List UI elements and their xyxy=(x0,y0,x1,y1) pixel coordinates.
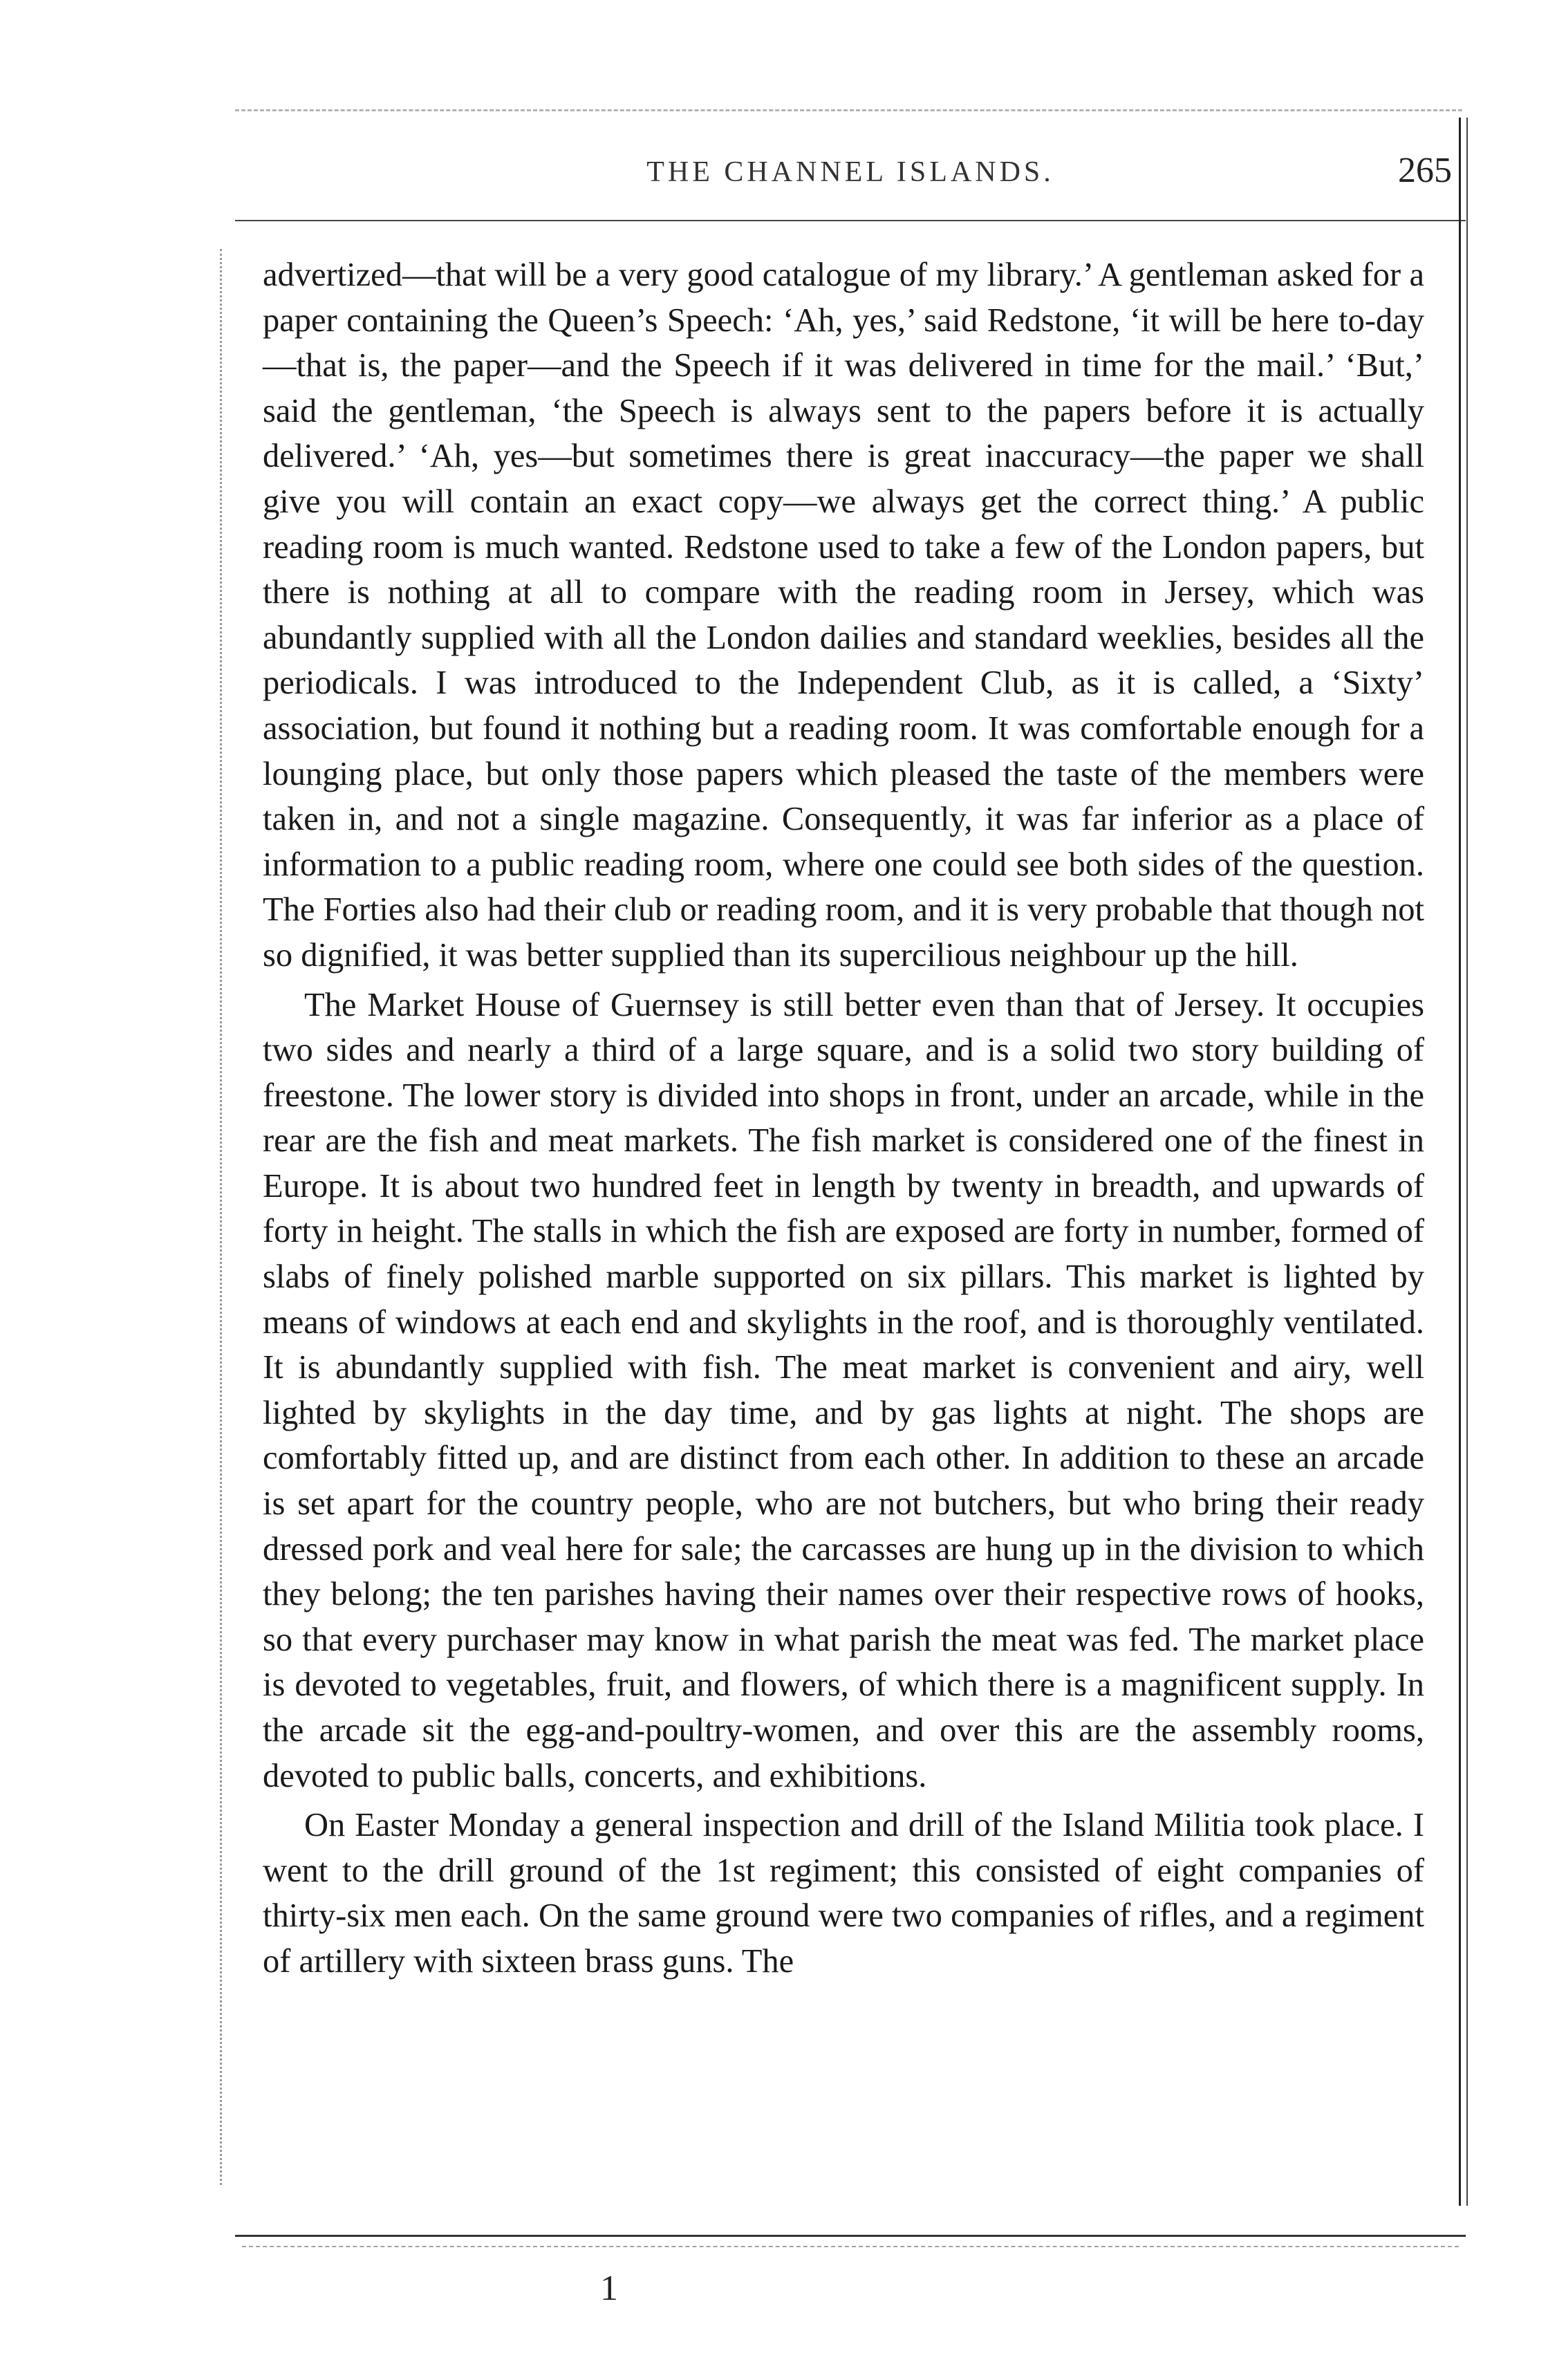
top-dashed-rule xyxy=(235,109,1462,111)
bottom-rule xyxy=(235,2235,1466,2237)
paragraph-2: The Market House of Guernsey is still better even than that of Jersey. It occupies two sides and nearly a third of a large square, and is a solid two story building of freestone. The lower story is divided into shops in front, under an arcade, while in the rear are the fish and meat markets. The fish market is considered one of the finest in Europe. It is about two hundred feet in length by twenty in breadth, and upwards of forty in height. The stalls in which the fish are exposed are forty in number, formed of slabs of finely polished marble supported on six pillars. This market is lighted by means of windows at each end and skylights in the roof, and is thoroughly ventilated. It is abundantly supplied with fish. The meat market is convenient and airy, well lighted by skylights in the day time, and by gas lights at night. The shops are comfortably fitted up, and are distinct from each other. In addition to these an arcade is set apart for the country people, who are not butchers, but who bring their ready dressed pork and veal here for sale; the carcasses are hung up in the division to which they belong; the ten parishes having their names over their respective rows of hooks, so that every purchaser may know in what parish the meat was fed. The market place is devoted to vegetables, fruit, and flowers, of which there is a magnificent supply. In the arcade sit the egg-and-poultry-women, and over this are the assembly rooms, devoted to public balls, concerts, and exhibitions. xyxy=(263,986,1424,1794)
page-header xyxy=(235,151,1466,204)
running-title: THE CHANNEL ISLANDS. xyxy=(646,156,1054,188)
left-margin-specks xyxy=(220,249,222,2185)
header-rule xyxy=(235,220,1466,221)
paragraph-3: On Easter Monday a general inspection and drill of the Island Militia took place. I went to the drill ground of the 1st regiment; this consisted of eight companies of thirty-six men each. On the same ground were two companies of rifles, and a regiment of artillery with sixteen brass guns. The xyxy=(263,1807,1424,1980)
body-text xyxy=(263,252,1424,1984)
signature-mark: 1 xyxy=(600,2269,618,2308)
right-page-border xyxy=(1459,118,1468,2206)
bottom-dashed-rule xyxy=(242,2246,1459,2247)
paragraph-1: advertized—that will be a very good catalogue of my library.’ A gentleman asked for a paper containing the Queen’s Speech: ‘Ah, yes,’ said Redstone, ‘it will be here to-day—that is, the paper—and the Speech if it was delivered in time for the mail.’ ‘But,’ said the gentleman, ‘the Speech is always sent to the papers before it is actually delivered.’ ‘Ah, yes—but sometimes there is great inaccuracy—the paper we shall give you will contain an exact copy—we always get the correct thing.’ A public reading room is much wanted. Redstone used to take a few of the London papers, but there is nothing at all to compare with the reading room in Jersey, which was abundantly supplied with all the London dailies and standard weeklies, besides all the periodicals. I was introduced to the Independent Club, as it is called, a ‘Sixty’ association, but found it nothing but a reading room. It was comfortable enough for a lounging place, but only those papers which pleased the taste of the members were taken in, and not a single magazine. Consequently, it was far inferior as a place of information to a public reading room, where one could see both sides of the question. The Forties also had their club or reading room, and it is very probable that though not so dignified, it was better supplied than its supercilious neighbour up the hill. xyxy=(263,257,1424,974)
page-number: 265 xyxy=(1398,151,1452,190)
